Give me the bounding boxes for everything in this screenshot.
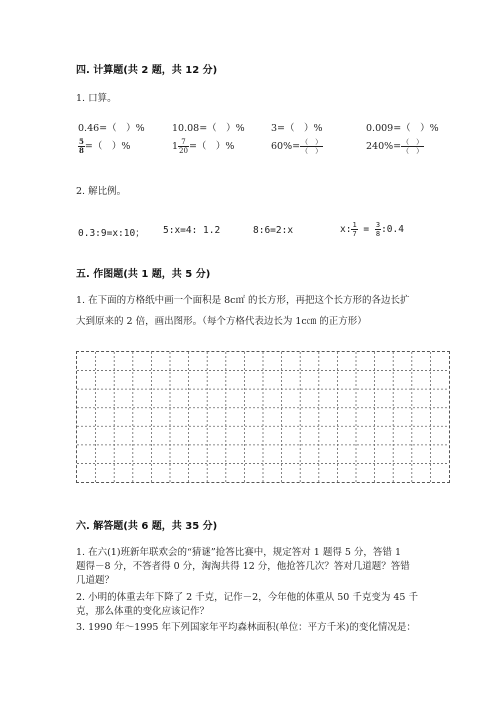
mental-calc-5: $\frac{5}{8}$ =（ ）% (79, 137, 131, 155)
mental-calc-8: 240%= $\frac{( )}{( )}$ (366, 138, 424, 155)
question-2-label: 2. 解比例。 (76, 186, 127, 197)
drawing-question-line-1: 1. 在下面的方格纸中画一个面积是 8c㎡ 的长方形，再把这个长方形的各边长扩 (76, 295, 410, 306)
fraction: $\frac{3}{8}$ (375, 221, 381, 238)
mental-calc-6: 1 $\frac{7}{20}$ =（ ）% (172, 138, 235, 155)
section-4-title: 四. 计算题(共 2 题，共 12 分) (76, 65, 218, 76)
section-5-title: 五. 作图题(共 1 题，共 5 分) (76, 269, 211, 280)
grid-lines (77, 352, 449, 482)
proportion-2: 5:x=4: 1.2 (163, 225, 221, 236)
mental-calc-4: 0.009=（ ）% (366, 123, 439, 134)
mental-calc-2: 10.08=（ ）% (172, 123, 245, 134)
fraction: $\frac{( )}{( )}$ (301, 138, 323, 155)
answer-question-2-line-1: 2. 小明的体重去年下降了 2 千克，记作－2，今年他的体重从 50 千克变为 45 千 (76, 592, 418, 603)
answer-question-1-line-2: 题得－8 分，不答者得 0 分，淘淘共得 12 分，他抢答几次？答对几道题？答错 (76, 561, 410, 572)
fraction: $\frac{( )}{( )}$ (402, 138, 424, 155)
proportion-3: 8:6=2:x (253, 225, 294, 236)
section-6-title: 六. 解答题(共 6 题，共 35 分) (76, 521, 218, 532)
answer-question-1-line-3: 几道题？ (76, 575, 115, 586)
answer-question-1-line-1: 1. 在六(1)班新年联欢会的“猜谜”抢答比赛中，规定答对 1 题得 5 分，答错 1 (76, 547, 401, 558)
fraction: $\frac{1}{7}$ (352, 221, 357, 238)
answer-question-3-line-1: 3. 1990 年～1995 年下列国家年平均森林面积(单位：平方千米)的变化情况是： (76, 622, 416, 633)
answer-question-2-line-2: 克，那么体重的变化应该记作？ (76, 606, 210, 617)
mental-calc-3: 3=（ ）% (271, 123, 323, 134)
proportion-4: x: $\frac{1}{7}$ = $\frac{3}{8}$ :0.4 (340, 221, 404, 238)
mental-calc-1: 0.46=（ ）% (78, 123, 145, 134)
proportion-1: 0.3:9=x:10； (78, 228, 145, 239)
square-grid-paper[interactable] (76, 351, 450, 483)
fraction: $\frac{5}{8}$ (79, 137, 84, 155)
drawing-question-line-2: 大到原来的 2 倍，画出图形。（每个方格代表边长为 1c㎝ 的正方形） (76, 316, 367, 327)
question-1-label: 1. 口算。 (76, 93, 117, 104)
mental-calc-7: 60%= $\frac{( )}{( )}$ (271, 138, 323, 155)
fraction: $\frac{7}{20}$ (179, 138, 188, 155)
